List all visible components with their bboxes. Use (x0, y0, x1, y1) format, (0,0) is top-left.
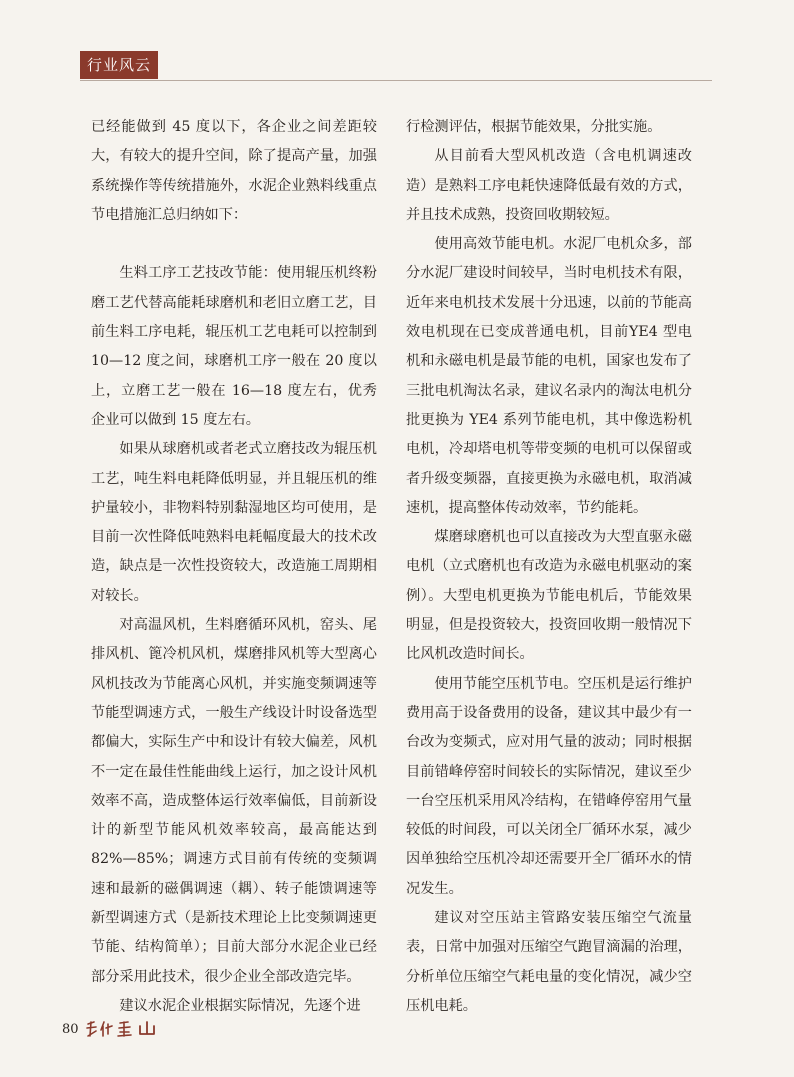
paragraph: 如果从球磨机或者老式立磨技改为辊压机工艺，吨生料电耗降低明显，并且辊压机的维护量较小，非物料特别黏湿地区均可使用，是目前一次性降低吨熟料电耗幅度最大的技术改造，缺点是一次性投资较大，改造施工周期相对较长。 (91, 441, 377, 604)
paragraph: 使用节能空压机节电。空压机是运行维护费用高于设备费用的设备，建议其中最少有一台改为变频式，应对用气量的波动；同时根据目前错峰停窑时间较长的实际情况，建议至少一台空压机采用风冷结构，在错峰停窑用气量较低的时间段，可以关闭全厂循环水泵，减少因单独给空压机冷却还需要开全厂循环水的情况发生。 (406, 675, 692, 897)
page-number: 80 (62, 1022, 79, 1037)
paragraph: 行检测评估，根据节能效果，分批实施。 (406, 119, 662, 135)
section-tag: 行业风云 (80, 51, 158, 79)
paragraph: 建议对空压站主管路安装压缩空气流量表，日常中加强对压缩空气跑冒滴漏的治理，分析单位压缩空气耗电量的变化情况，减少空压机电耗。 (406, 910, 692, 1014)
paragraph: 从目前看大型风机改造（含电机调速改造）是熟料工序电耗快速降低最有效的方式，并且技术成熟，投资回收期较短。 (406, 148, 692, 223)
paragraph: 对高温风机，生料磨循环风机，窑头、尾排风机、篦冷机风机，煤磨排风机等大型离心风机技改为节能离心风机，并实施变频调速等节能型调速方式，一般生产线设计时设备选型都偏大，实际生产中和设计有较大偏差，风机不一定在最佳性能曲线上运行，加之设计风机效率不高，造成整体运行效率偏低，目前新设计的新型节能风机效率较高，最高能达到 82%—85%；调速方式目前有传统的变频调速和最新的磁偶调速（耦）、转子能馈调速等新型调速方式（是新技术理论上比变频调速更节能、结构简单）；目前大部分水泥企业已经部分采用此技术，很少企业全部改造完毕。 (91, 617, 377, 985)
magazine-logo-icon (84, 1018, 164, 1040)
paragraph: 煤磨球磨机也可以直接改为大型直驱永磁电机（立式磨机也有改造为永磁电机驱动的案例）。大型电机更换为节能电机后，节能效果明显，但是投资较大，投资回收期一般情况下比风机改造时间长。 (406, 529, 692, 663)
paragraph: 使用高效节能电机。水泥厂电机众多，部分水泥厂建设时间较早，当时电机技术有限，近年来电机技术发展十分迅速，以前的节能高效电机现在已变成普通电机，目前YE4 型电机和永磁电机是最节能的电机，国家也发布了三批电机淘汰名录，建议名录内的淘汰电机分批更换为 YE4 系列节能电机，其中像选粉机电机，冷却塔电机等带变频的电机可以保留或者升级变频器，直接更换为永磁电机，取消减速机，提高整体传动效率，节约能耗。 (406, 236, 692, 516)
paragraph: 生料工序工艺技改节能：使用辊压机终粉磨工艺代替高能耗球磨机和老旧立磨工艺，目前生料工序电耗，辊压机工艺电耗可以控制到 10—12 度之间，球磨机工序一般在 20 度以上，立磨工艺一般在 16—18 度左右，优秀企业可以做到 15 度左右。 (91, 265, 377, 428)
right-column (406, 113, 692, 1021)
paragraph: 建议水泥企业根据实际情况，先逐个进 (119, 997, 361, 1014)
left-column (91, 113, 377, 1021)
paragraph: 已经能做到 45 度以下，各企业之间差距较大，有较大的提升空间，除了提高产量，加强系统操作等传统措施外，水泥企业熟料线重点节电措施汇总归纳如下： (91, 119, 377, 223)
header-divider (80, 80, 712, 81)
